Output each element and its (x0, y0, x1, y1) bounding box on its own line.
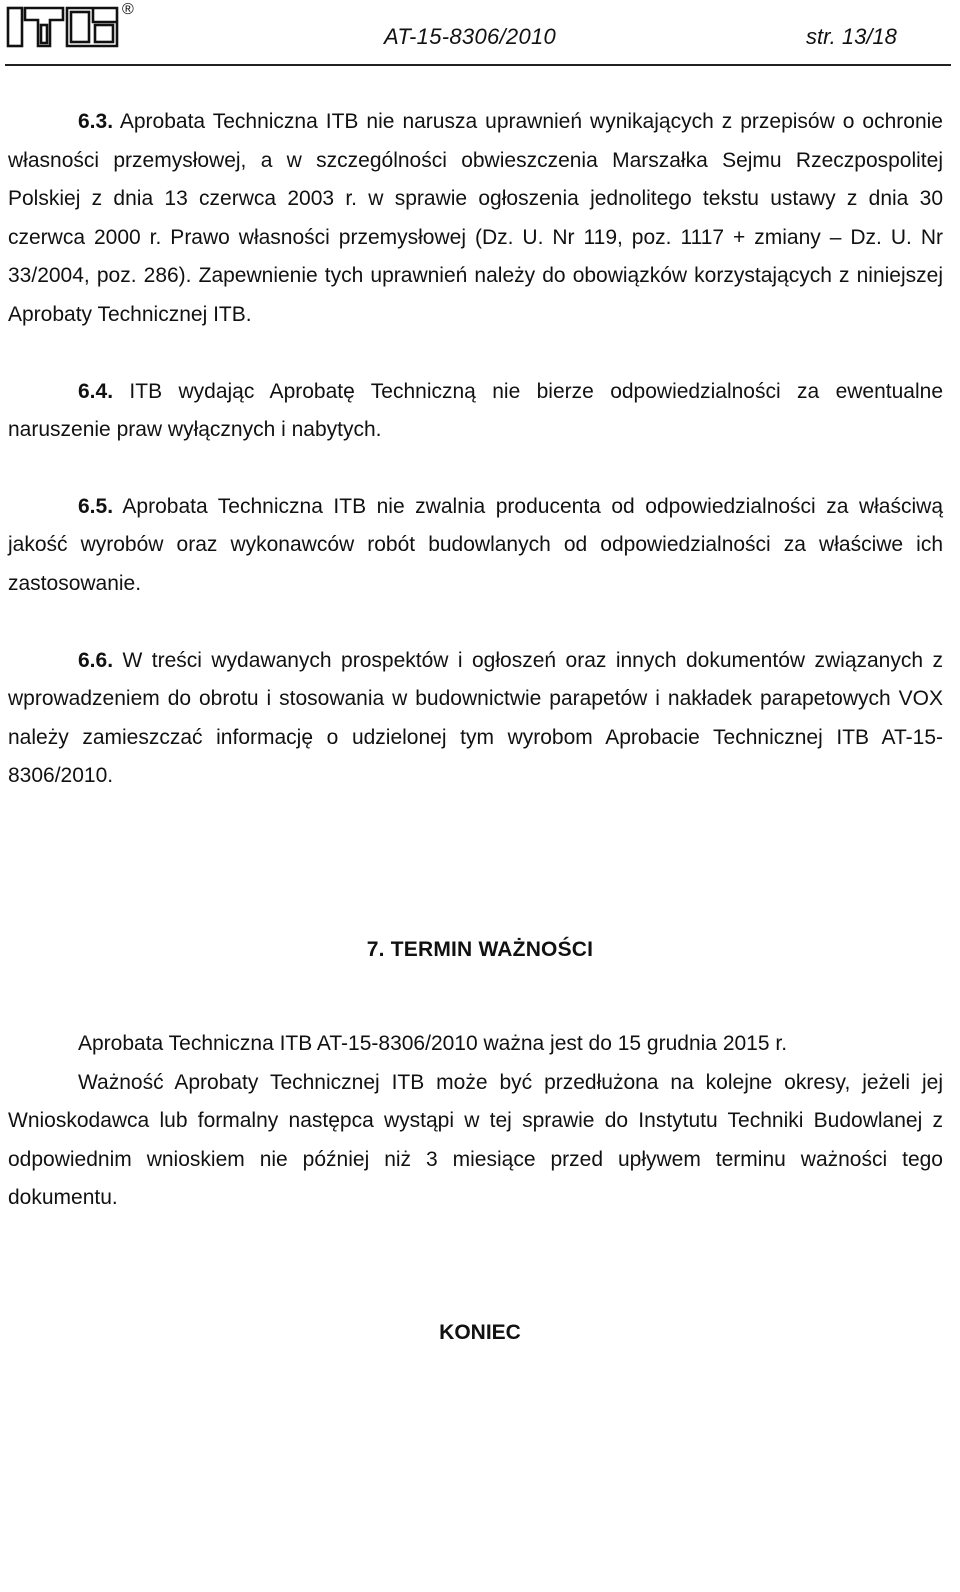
validity-date-paragraph: Aprobata Techniczna ITB AT-15-8306/2010 ważna jest do 15 grudnia 2015 r. (78, 1032, 788, 1055)
end-marker: KONIEC (439, 1321, 521, 1344)
section-6-3 (8, 103, 943, 335)
section-6-4 (8, 373, 943, 450)
section-6-5 (8, 488, 943, 604)
validity-section (8, 1025, 943, 1218)
page-header (0, 0, 960, 68)
section-text: ITB wydając Aprobatę Techniczną nie bierze odpowiedzialności za ewentualne naruszenie praw wyłącznych i nabytych. (8, 379, 943, 442)
section-text: W treści wydawanych prospektów i ogłoszeń oraz innych dokumentów związanych z wprowadzeniem do obrotu i stosowania w budownictwie parapetów i nakładek parapetowych VOX należy zamieszczać informację o udzielonej tym wyrobom Aprobacie Technicznej ITB AT-15-8306/2010. (8, 648, 943, 788)
section-text: Aprobata Techniczna ITB nie zwalnia producenta od odpowiedzialności za właściwą jakość wyrobów oraz wykonawców robót budowlanych od odpowiedzialności za właściwe ich zastosowanie. (8, 494, 943, 595)
document-reference: AT-15-8306/2010 (384, 24, 557, 49)
section-number: 6.6. (78, 648, 114, 672)
section-number: 6.5. (78, 494, 114, 518)
itb-logo (5, 5, 123, 49)
document-body (8, 103, 943, 796)
section-6-6 (8, 642, 943, 796)
registered-mark: ® (122, 1, 134, 18)
section-number: 6.4. (78, 379, 114, 403)
section-number: 6.3. (78, 110, 114, 133)
validity-extension-paragraph: Ważność Aprobaty Technicznej ITB może być przedłużona na kolejne okresy, jeżeli jej Wnioskodawca lub formalny następca wystąpi w tej sprawie do Instytutu Techniki Budowlanej z odpowiednim wnioskiem nie później niż 3 miesiące przed upływem terminu ważności tego dokumentu. (8, 1070, 943, 1210)
section-text: Aprobata Techniczna ITB nie narusza uprawnień wynikających z przepisów o ochronie własności przemysłowej, a w szczególności obwieszczenia Marszałka Sejmu Rzeczpospolitej Polskiej z dnia 13 czerwca 2003 r. w sprawie ogłoszenia jednolitego tekstu ustawy z dnia 30 czerwca 2000 r. Prawo własności przemysłowej (Dz. U. Nr 119, poz. 1117 + zmiany – Dz. U. Nr 33/2004, poz. 286). Zapewnienie tych uprawnień należy do obowiązków korzystających z niniejszej Aprobaty Technicznej ITB. (8, 110, 943, 326)
header-divider (5, 64, 951, 66)
page-number: str. 13/18 (806, 24, 897, 49)
section-7-title: 7. TERMIN WAŻNOŚCI (366, 938, 594, 961)
